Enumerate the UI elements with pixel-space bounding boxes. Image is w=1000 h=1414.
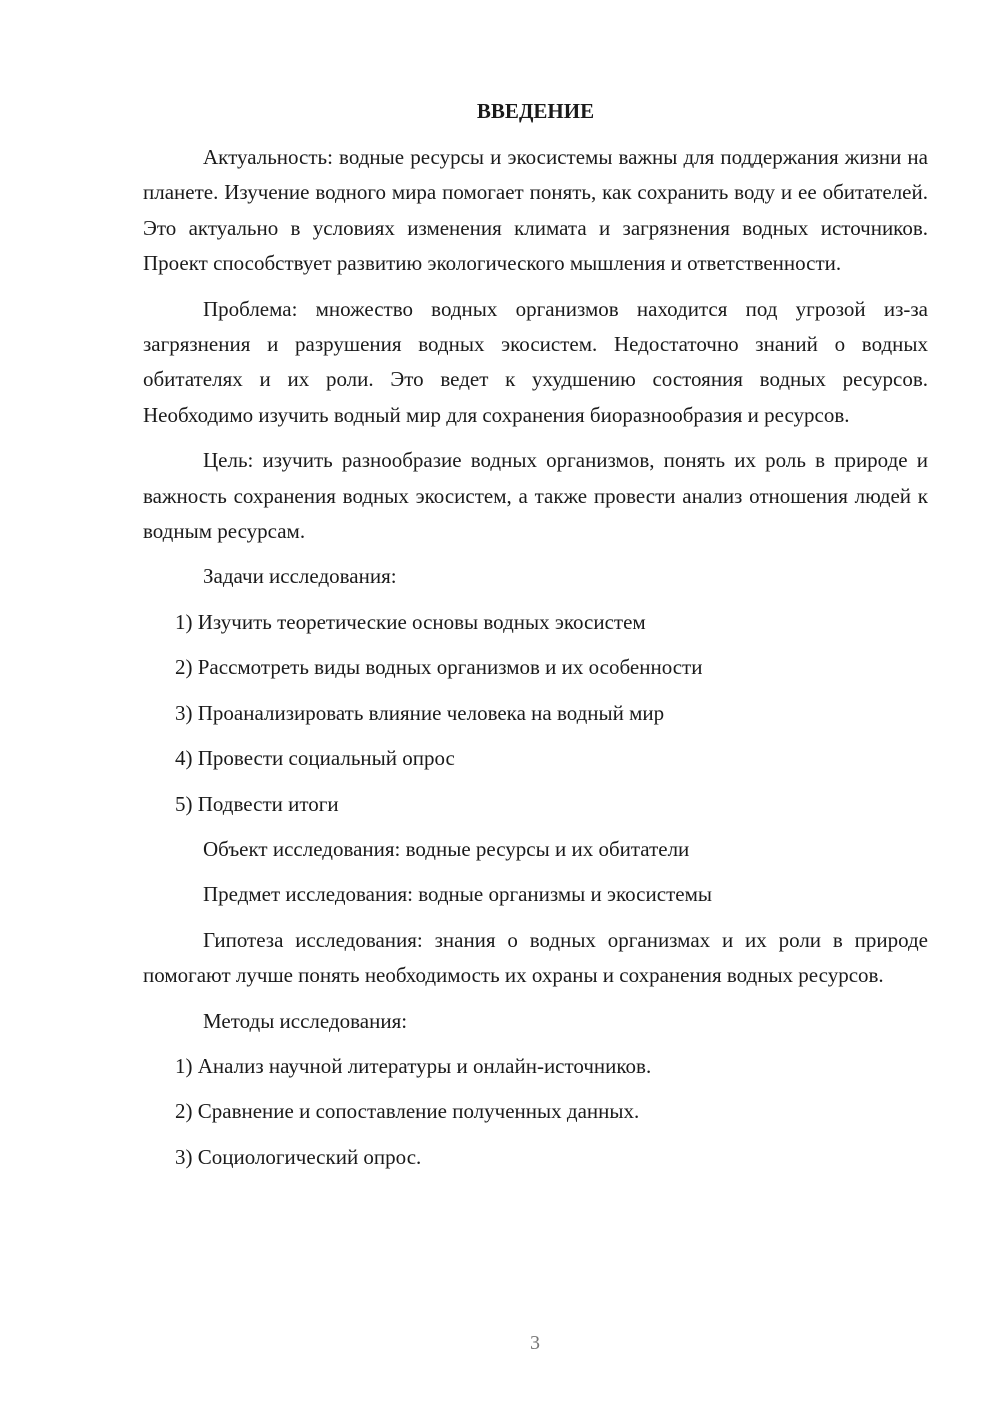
method-item: 2) Сравнение и сопоставление полученных данных.: [175, 1099, 640, 1124]
hypothesis-paragraph: Гипотеза исследования: знания о водных организмах и их роли в природе помогают лучше понять необходимость их охраны и сохранения водных ресурсов.: [143, 927, 928, 988]
methods-heading: Методы исследования:: [203, 1008, 408, 1033]
relevance-paragraph: Актуальность: водные ресурсы и экосистемы важны для поддержания жизни на планете. Изучение водного мира помогает понять, как сохранить воду и ее обитателей. Это актуально в условиях изменения климата и загрязнения водных источников. Проект способствует развитию экологического мышления и ответственности.: [143, 145, 928, 276]
page-number: 3: [530, 1332, 540, 1354]
research-object: Объект исследования: водные ресурсы и их обитатели: [203, 836, 690, 861]
task-item: 2) Рассмотреть виды водных организмов и их особенности: [175, 655, 703, 680]
document-page: [143, 96, 928, 1185]
method-item: 3) Социологический опрос.: [175, 1144, 422, 1169]
tasks-heading: Задачи исследования:: [203, 564, 397, 589]
page-title: ВВЕДЕНИЕ: [476, 99, 595, 123]
method-item: 1) Анализ научной литературы и онлайн-источников.: [175, 1053, 652, 1078]
research-subject: Предмет исследования: водные организмы и экосистемы: [203, 882, 712, 907]
problem-paragraph: Проблема: множество водных организмов находится под угрозой из-за загрязнения и разрушения водных экосистем. Недостаточно знаний о водных обитателях и их роли. Это ведет к ухудшению состояния водных ресурсов. Необходимо изучить водный мир для сохранения биоразнообразия и ресурсов.: [143, 296, 928, 427]
task-item: 3) Проанализировать влияние человека на водный мир: [175, 700, 665, 725]
task-item: 4) Провести социальный опрос: [175, 746, 455, 771]
task-item: 1) Изучить теоретические основы водных экосистем: [175, 609, 646, 634]
task-item: 5) Подвести итоги: [175, 791, 339, 816]
goal-paragraph: Цель: изучить разнообразие водных организмов, понять их роль в природе и важность сохранения водных экосистем, а также провести анализ отношения людей к водным ресурсам.: [143, 448, 928, 544]
